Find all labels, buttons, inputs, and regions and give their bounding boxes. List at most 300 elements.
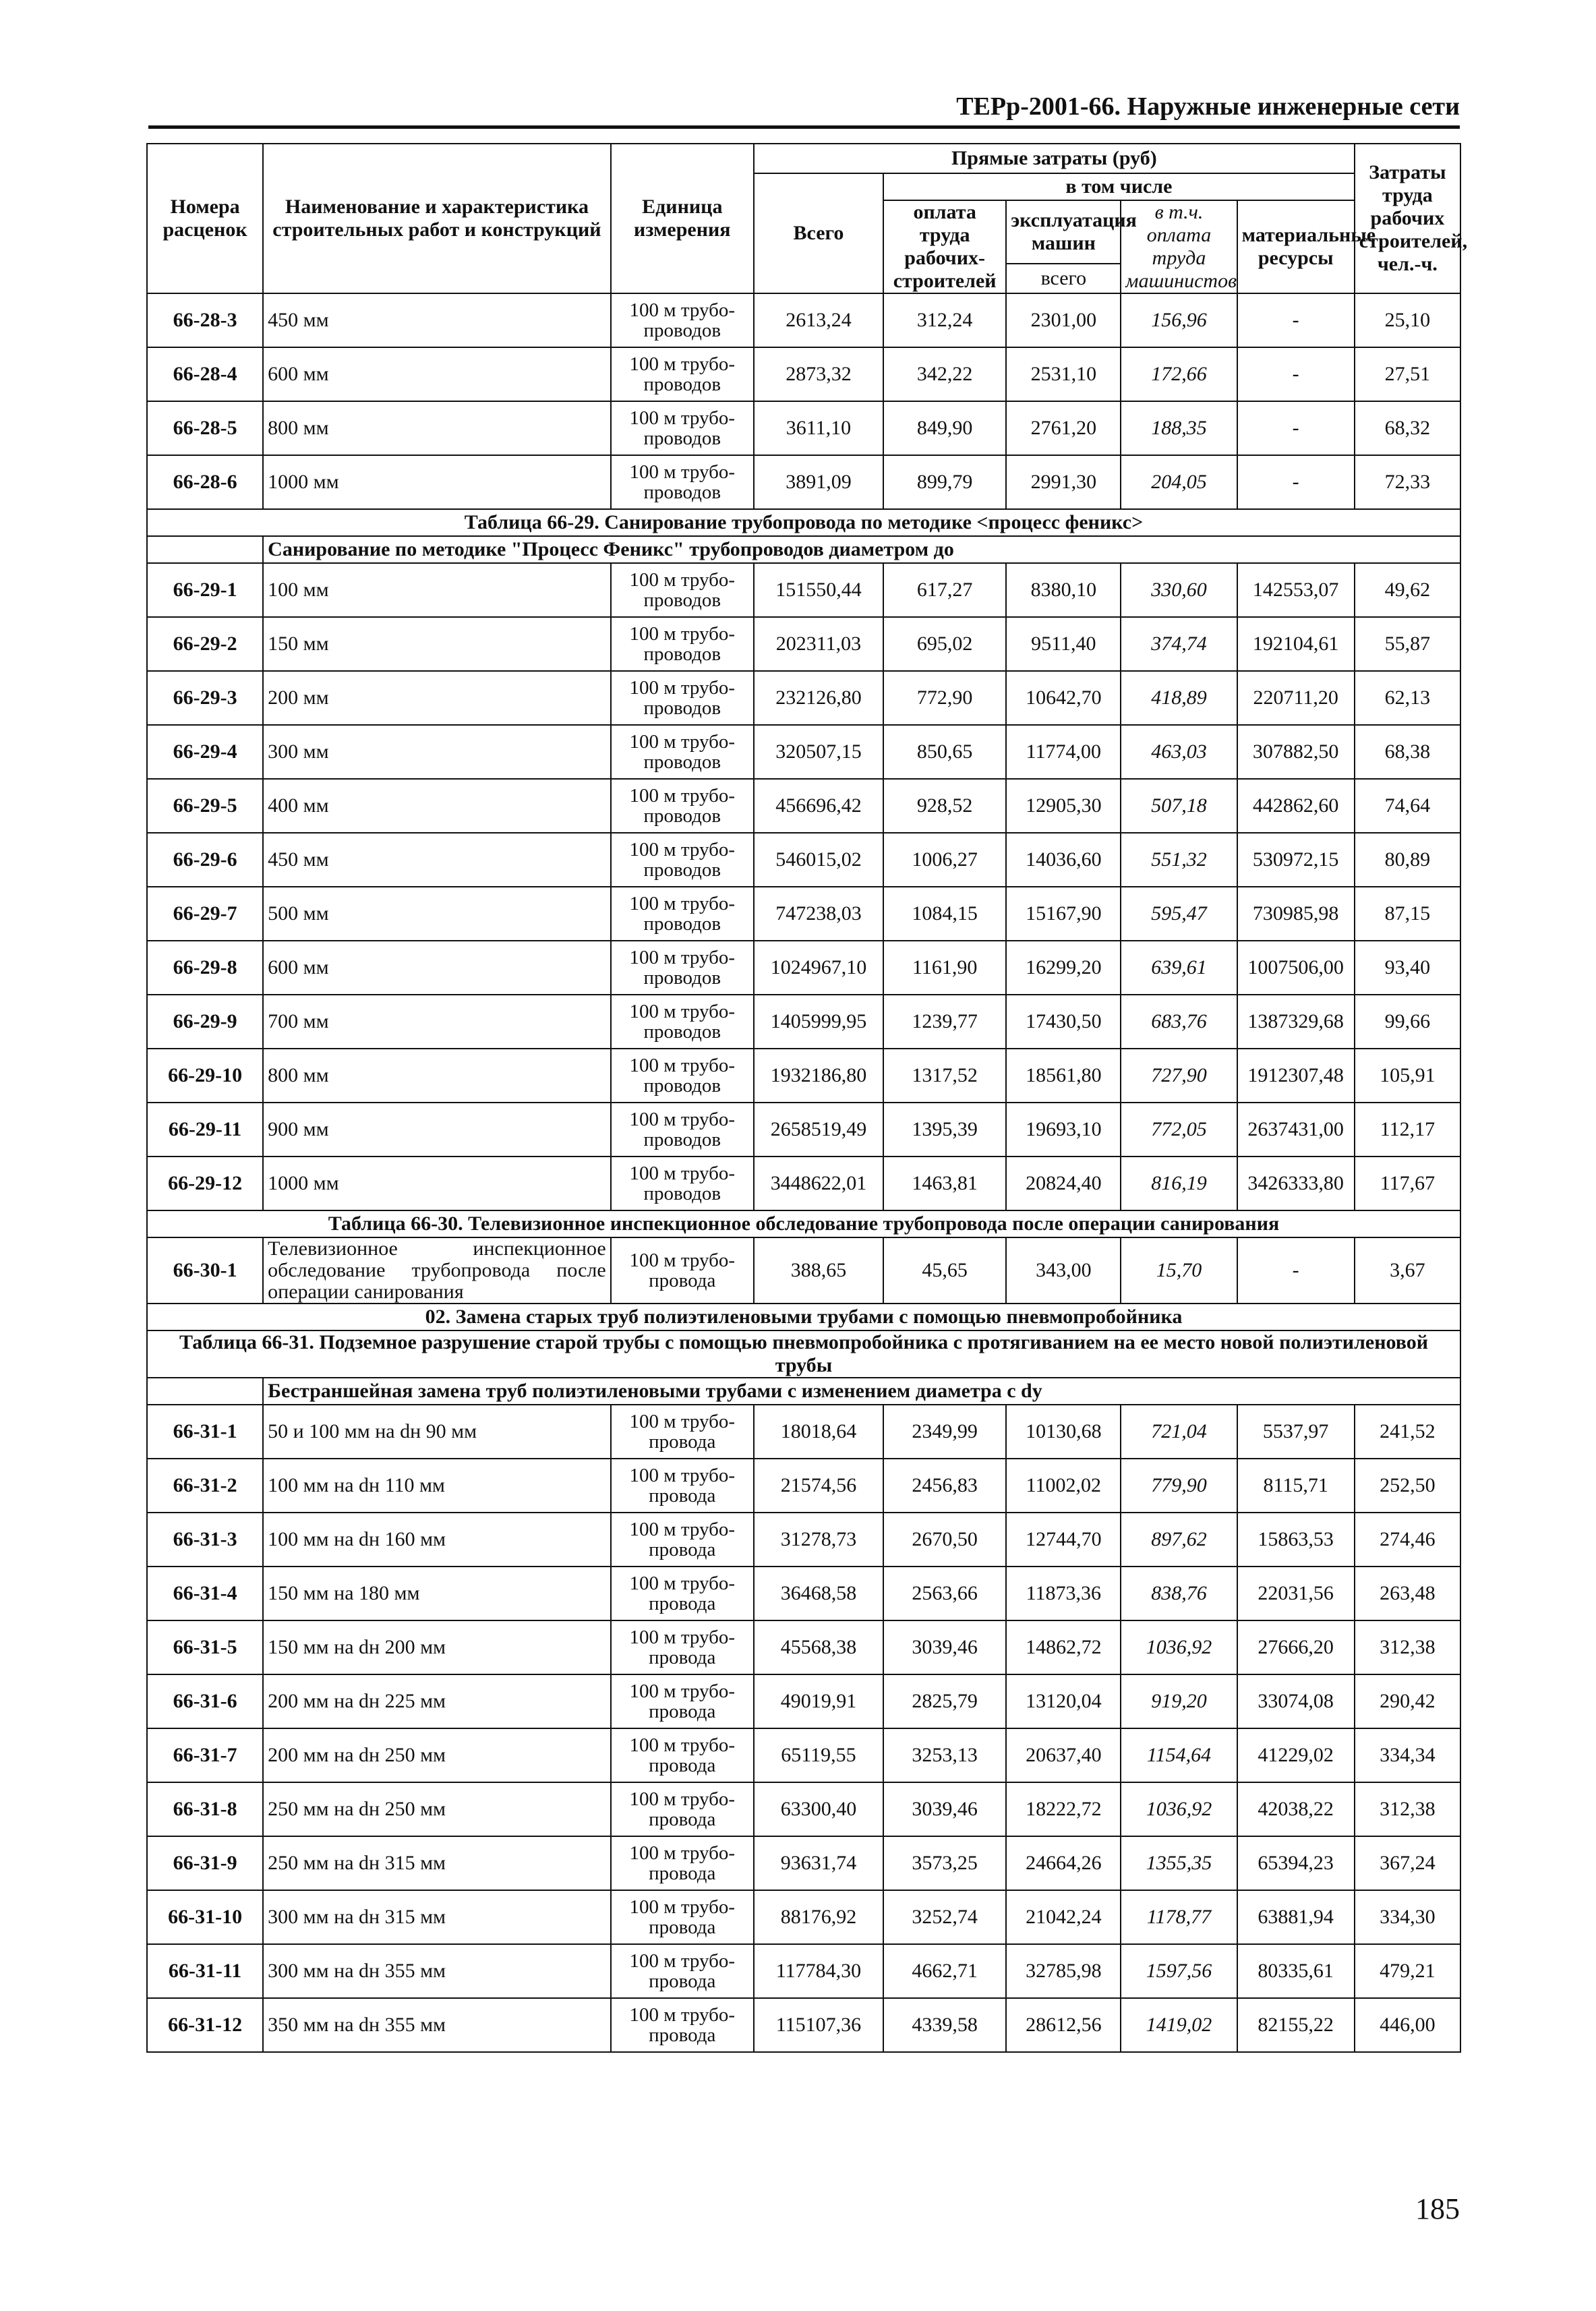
labor-hours-cell: 274,46 xyxy=(1355,1513,1460,1567)
labor-pay-cell: 695,02 xyxy=(883,617,1006,671)
machine-cost-cell: 9511,40 xyxy=(1006,617,1121,671)
labor-hours-cell: 68,38 xyxy=(1355,725,1460,779)
machinist-pay-cell: 156,96 xyxy=(1121,293,1237,347)
machine-cost-cell: 12905,30 xyxy=(1006,779,1121,833)
machinist-pay-cell: 595,47 xyxy=(1121,887,1237,941)
col-labor-pay-header: оплата труда рабочих-строителей xyxy=(883,200,1006,293)
work-name-cell: 500 мм xyxy=(263,887,611,941)
machine-cost-cell: 2761,20 xyxy=(1006,401,1121,455)
work-name-cell: 400 мм xyxy=(263,779,611,833)
machinist-pay-cell: 1036,92 xyxy=(1121,1782,1237,1836)
table-subtitle-row xyxy=(147,536,1460,563)
materials-cell: 142553,07 xyxy=(1237,563,1355,617)
machine-cost-cell: 15167,90 xyxy=(1006,887,1121,941)
rate-code-cell: 66-31-3 xyxy=(147,1513,263,1567)
total-cost-cell: 151550,44 xyxy=(754,563,883,617)
total-cost-cell: 320507,15 xyxy=(754,725,883,779)
materials-cell: 80335,61 xyxy=(1237,1944,1355,1998)
labor-pay-cell: 617,27 xyxy=(883,563,1006,617)
materials-cell: 5537,97 xyxy=(1237,1405,1355,1459)
col-including-header: в том числе xyxy=(883,173,1355,200)
machinist-pay-cell: 727,90 xyxy=(1121,1049,1237,1103)
rate-code-cell: 66-29-3 xyxy=(147,671,263,725)
table-row xyxy=(147,671,1460,725)
labor-hours-cell: 93,40 xyxy=(1355,941,1460,995)
col-machine-op-header: эксплуатация машин xyxy=(1006,200,1121,264)
machine-cost-cell: 24664,26 xyxy=(1006,1836,1121,1890)
labor-pay-cell: 1239,77 xyxy=(883,995,1006,1049)
labor-hours-cell: 87,15 xyxy=(1355,887,1460,941)
labor-pay-cell: 1395,39 xyxy=(883,1103,1006,1157)
col-labor-cost-header: Затраты труда рабочих строителей, чел.-ч. xyxy=(1355,144,1460,293)
labor-pay-cell: 45,65 xyxy=(883,1237,1006,1304)
labor-hours-cell: 112,17 xyxy=(1355,1103,1460,1157)
labor-pay-cell: 772,90 xyxy=(883,671,1006,725)
labor-pay-cell: 2456,83 xyxy=(883,1459,1006,1513)
unit-cell: 100 м трубо- провода xyxy=(611,1405,754,1459)
machinist-pay-cell: 418,89 xyxy=(1121,671,1237,725)
rate-code-cell: 66-29-8 xyxy=(147,941,263,995)
labor-pay-cell: 3253,13 xyxy=(883,1728,1006,1782)
work-name-cell: 150 мм xyxy=(263,617,611,671)
unit-cell: 100 м трубо- проводов xyxy=(611,563,754,617)
machinist-pay-cell: 463,03 xyxy=(1121,725,1237,779)
materials-cell: 22031,56 xyxy=(1237,1567,1355,1620)
work-name-cell: 450 мм xyxy=(263,293,611,347)
table-row xyxy=(147,1459,1460,1513)
machine-cost-cell: 19693,10 xyxy=(1006,1103,1121,1157)
unit-cell: 100 м трубо- проводов xyxy=(611,617,754,671)
unit-cell: 100 м трубо- проводов xyxy=(611,725,754,779)
total-cost-cell: 21574,56 xyxy=(754,1459,883,1513)
table-row xyxy=(147,1513,1460,1567)
labor-hours-cell: 25,10 xyxy=(1355,293,1460,347)
table-row xyxy=(147,1237,1460,1304)
table-row xyxy=(147,1049,1460,1103)
work-name-cell: 100 мм на dн 160 мм xyxy=(263,1513,611,1567)
labor-pay-cell: 3039,46 xyxy=(883,1782,1006,1836)
total-cost-cell: 2613,24 xyxy=(754,293,883,347)
total-cost-cell: 65119,55 xyxy=(754,1728,883,1782)
table-row xyxy=(147,617,1460,671)
total-cost-cell: 1024967,10 xyxy=(754,941,883,995)
table-row xyxy=(147,1620,1460,1674)
work-name-cell: 150 мм на 180 мм xyxy=(263,1567,611,1620)
machine-cost-cell: 21042,24 xyxy=(1006,1890,1121,1944)
materials-cell: 3426333,80 xyxy=(1237,1157,1355,1210)
machine-cost-cell: 13120,04 xyxy=(1006,1674,1121,1728)
rate-code-cell: 66-29-1 xyxy=(147,563,263,617)
total-cost-cell: 3891,09 xyxy=(754,455,883,509)
col-materials-header: материальные ресурсы xyxy=(1237,200,1355,293)
unit-cell: 100 м трубо- провода xyxy=(611,1998,754,2052)
table-title: Таблица 66-29. Санирование трубопровода по методике <процесс феникс> xyxy=(147,509,1460,536)
work-name-cell: 700 мм xyxy=(263,995,611,1049)
materials-cell: 33074,08 xyxy=(1237,1674,1355,1728)
machinist-pay-cell: 507,18 xyxy=(1121,779,1237,833)
machinist-pay-cell: 816,19 xyxy=(1121,1157,1237,1210)
materials-cell: 1912307,48 xyxy=(1237,1049,1355,1103)
unit-cell: 100 м трубо- провода xyxy=(611,1620,754,1674)
table-row xyxy=(147,1567,1460,1620)
col-machinist-pay-header: в т.ч. оплата труда машинистов xyxy=(1121,200,1237,293)
labor-pay-cell: 4339,58 xyxy=(883,1998,1006,2052)
table-subtitle: Бестраншейная замена труб полиэтиленовыми трубами с изменением диаметра с dу xyxy=(263,1378,1460,1405)
machine-cost-cell: 10642,70 xyxy=(1006,671,1121,725)
rate-code-cell: 66-29-10 xyxy=(147,1049,263,1103)
total-cost-cell: 388,65 xyxy=(754,1237,883,1304)
machinist-pay-cell: 15,70 xyxy=(1121,1237,1237,1304)
table-row xyxy=(147,1782,1460,1836)
machinist-pay-cell: 1154,64 xyxy=(1121,1728,1237,1782)
rate-code-cell: 66-31-6 xyxy=(147,1674,263,1728)
rate-code-cell: 66-29-11 xyxy=(147,1103,263,1157)
table-subtitle-row xyxy=(147,1378,1460,1405)
machinist-pay-cell: 779,90 xyxy=(1121,1459,1237,1513)
total-cost-cell: 2658519,49 xyxy=(754,1103,883,1157)
machinist-pay-cell: 721,04 xyxy=(1121,1405,1237,1459)
total-cost-cell: 117784,30 xyxy=(754,1944,883,1998)
table-row xyxy=(147,995,1460,1049)
materials-cell: 41229,02 xyxy=(1237,1728,1355,1782)
rate-code-cell: 66-30-1 xyxy=(147,1237,263,1304)
table-row xyxy=(147,1890,1460,1944)
labor-pay-cell: 1006,27 xyxy=(883,833,1006,887)
rate-code-cell: 66-31-5 xyxy=(147,1620,263,1674)
total-cost-cell: 747238,03 xyxy=(754,887,883,941)
machine-cost-cell: 20824,40 xyxy=(1006,1157,1121,1210)
page-number: 185 xyxy=(1415,2192,1460,2225)
labor-hours-cell: 241,52 xyxy=(1355,1405,1460,1459)
materials-cell: - xyxy=(1237,401,1355,455)
machinist-pay-cell: 1036,92 xyxy=(1121,1620,1237,1674)
materials-cell: - xyxy=(1237,347,1355,401)
labor-pay-cell: 312,24 xyxy=(883,293,1006,347)
table-title-row xyxy=(147,1210,1460,1237)
labor-hours-cell: 117,67 xyxy=(1355,1157,1460,1210)
work-name-cell: 350 мм на dн 355 мм xyxy=(263,1998,611,2052)
table-title-row xyxy=(147,509,1460,536)
labor-pay-cell: 2563,66 xyxy=(883,1567,1006,1620)
machine-cost-cell: 2991,30 xyxy=(1006,455,1121,509)
total-cost-cell: 546015,02 xyxy=(754,833,883,887)
machinist-pay-cell: 188,35 xyxy=(1121,401,1237,455)
labor-hours-cell: 55,87 xyxy=(1355,617,1460,671)
subtitle-empty-cell xyxy=(147,1378,263,1405)
machinist-pay-cell: 897,62 xyxy=(1121,1513,1237,1567)
labor-pay-cell: 1463,81 xyxy=(883,1157,1006,1210)
table-title: Таблица 66-30. Телевизионное инспекционное обследование трубопровода после операции санирования xyxy=(147,1210,1460,1237)
machine-cost-cell: 14862,72 xyxy=(1006,1620,1121,1674)
work-name-cell: 50 и 100 мм на dн 90 мм xyxy=(263,1405,611,1459)
materials-cell: 27666,20 xyxy=(1237,1620,1355,1674)
machine-cost-cell: 11774,00 xyxy=(1006,725,1121,779)
table-title: Таблица 66-31. Подземное разрушение старой трубы с помощью пневмопробойника с протягиванием на ее место новой полиэтиленовой трубы xyxy=(147,1330,1460,1378)
unit-cell: 100 м трубо- провода xyxy=(611,1459,754,1513)
labor-hours-cell: 252,50 xyxy=(1355,1459,1460,1513)
unit-cell: 100 м трубо- проводов xyxy=(611,833,754,887)
machine-cost-cell: 14036,60 xyxy=(1006,833,1121,887)
labor-hours-cell: 99,66 xyxy=(1355,995,1460,1049)
total-cost-cell: 202311,03 xyxy=(754,617,883,671)
labor-pay-cell: 3039,46 xyxy=(883,1620,1006,1674)
machine-cost-cell: 32785,98 xyxy=(1006,1944,1121,1998)
unit-cell: 100 м трубо- провода xyxy=(611,1674,754,1728)
work-name-cell: 600 мм xyxy=(263,347,611,401)
rate-code-cell: 66-31-8 xyxy=(147,1782,263,1836)
work-name-cell: 300 мм xyxy=(263,725,611,779)
labor-pay-cell: 3573,25 xyxy=(883,1836,1006,1890)
materials-cell: 442862,60 xyxy=(1237,779,1355,833)
materials-cell: 1387329,68 xyxy=(1237,995,1355,1049)
col-direct-header: Прямые затраты (руб) xyxy=(754,144,1355,173)
labor-pay-cell: 2825,79 xyxy=(883,1674,1006,1728)
table-row xyxy=(147,347,1460,401)
labor-pay-cell: 2349,99 xyxy=(883,1405,1006,1459)
unit-cell: 100 м трубо- провода xyxy=(611,1728,754,1782)
labor-hours-cell: 80,89 xyxy=(1355,833,1460,887)
total-cost-cell: 18018,64 xyxy=(754,1405,883,1459)
machinist-pay-cell: 639,61 xyxy=(1121,941,1237,995)
machinist-pay-cell: 330,60 xyxy=(1121,563,1237,617)
machine-cost-cell: 12744,70 xyxy=(1006,1513,1121,1567)
machinist-pay-cell: 1597,56 xyxy=(1121,1944,1237,1998)
labor-hours-cell: 72,33 xyxy=(1355,455,1460,509)
labor-hours-cell: 312,38 xyxy=(1355,1782,1460,1836)
total-cost-cell: 1405999,95 xyxy=(754,995,883,1049)
unit-cell: 100 м трубо- проводов xyxy=(611,941,754,995)
table-row xyxy=(147,1405,1460,1459)
unit-cell: 100 м трубо- провода xyxy=(611,1513,754,1567)
work-name-cell: 200 мм xyxy=(263,671,611,725)
work-name-cell: 250 мм на dн 315 мм xyxy=(263,1836,611,1890)
table-title-row xyxy=(147,1330,1460,1378)
unit-cell: 100 м трубо- проводов xyxy=(611,995,754,1049)
rate-code-cell: 66-28-5 xyxy=(147,401,263,455)
materials-cell: 530972,15 xyxy=(1237,833,1355,887)
rate-code-cell: 66-31-4 xyxy=(147,1567,263,1620)
labor-hours-cell: 334,30 xyxy=(1355,1890,1460,1944)
rate-code-cell: 66-29-9 xyxy=(147,995,263,1049)
table-row xyxy=(147,1998,1460,2052)
machinist-pay-cell: 1355,35 xyxy=(1121,1836,1237,1890)
machine-cost-cell: 17430,50 xyxy=(1006,995,1121,1049)
materials-cell: 220711,20 xyxy=(1237,671,1355,725)
work-name-cell: 300 мм на dн 315 мм xyxy=(263,1890,611,1944)
col-unit-header: Единица измерения xyxy=(611,144,754,293)
unit-cell: 100 м трубо- провода xyxy=(611,1782,754,1836)
machinist-pay-cell: 919,20 xyxy=(1121,1674,1237,1728)
total-cost-cell: 88176,92 xyxy=(754,1890,883,1944)
machine-cost-cell: 16299,20 xyxy=(1006,941,1121,995)
unit-cell: 100 м трубо- провода xyxy=(611,1567,754,1620)
subtitle-empty-cell xyxy=(147,536,263,563)
machine-cost-cell: 2301,00 xyxy=(1006,293,1121,347)
total-cost-cell: 456696,42 xyxy=(754,779,883,833)
labor-hours-cell: 62,13 xyxy=(1355,671,1460,725)
table-body xyxy=(147,293,1460,2052)
work-name-cell: 150 мм на dн 200 мм xyxy=(263,1620,611,1674)
total-cost-cell: 3611,10 xyxy=(754,401,883,455)
rate-code-cell: 66-28-3 xyxy=(147,293,263,347)
unit-cell: 100 м трубо- проводов xyxy=(611,347,754,401)
table-title-row xyxy=(147,1304,1460,1330)
work-name-cell: 800 мм xyxy=(263,401,611,455)
unit-cell: 100 м трубо- провода xyxy=(611,1890,754,1944)
machine-cost-cell: 18561,80 xyxy=(1006,1049,1121,1103)
rate-code-cell: 66-28-6 xyxy=(147,455,263,509)
materials-cell: - xyxy=(1237,293,1355,347)
machine-cost-cell: 18222,72 xyxy=(1006,1782,1121,1836)
table-row xyxy=(147,1728,1460,1782)
labor-pay-cell: 342,22 xyxy=(883,347,1006,401)
materials-cell: - xyxy=(1237,455,1355,509)
labor-pay-cell: 1317,52 xyxy=(883,1049,1006,1103)
labor-pay-cell: 2670,50 xyxy=(883,1513,1006,1567)
machinist-pay-cell: 204,05 xyxy=(1121,455,1237,509)
labor-hours-cell: 49,62 xyxy=(1355,563,1460,617)
rate-code-cell: 66-29-7 xyxy=(147,887,263,941)
table-row xyxy=(147,941,1460,995)
machinist-pay-cell: 551,32 xyxy=(1121,833,1237,887)
work-name-cell: 450 мм xyxy=(263,833,611,887)
total-cost-cell: 36468,58 xyxy=(754,1567,883,1620)
col-code-header: Номера расценок xyxy=(147,144,263,293)
machine-cost-cell: 343,00 xyxy=(1006,1237,1121,1304)
rate-code-cell: 66-31-1 xyxy=(147,1405,263,1459)
labor-hours-cell: 3,67 xyxy=(1355,1237,1460,1304)
labor-hours-cell: 27,51 xyxy=(1355,347,1460,401)
labor-hours-cell: 290,42 xyxy=(1355,1674,1460,1728)
rate-code-cell: 66-29-2 xyxy=(147,617,263,671)
table-row xyxy=(147,833,1460,887)
labor-hours-cell: 68,32 xyxy=(1355,401,1460,455)
materials-cell: 1007506,00 xyxy=(1237,941,1355,995)
machine-cost-cell: 28612,56 xyxy=(1006,1998,1121,2052)
rate-code-cell: 66-29-4 xyxy=(147,725,263,779)
rate-code-cell: 66-31-9 xyxy=(147,1836,263,1890)
unit-cell: 100 м трубо- проводов xyxy=(611,671,754,725)
work-name-cell: 100 мм xyxy=(263,563,611,617)
unit-cell: 100 м трубо- проводов xyxy=(611,887,754,941)
rate-code-cell: 66-29-6 xyxy=(147,833,263,887)
work-name-cell: Телевизионное инспекционное обследование трубопровода после операции санирования xyxy=(263,1237,611,1304)
materials-cell: 15863,53 xyxy=(1237,1513,1355,1567)
labor-pay-cell: 899,79 xyxy=(883,455,1006,509)
machinist-pay-cell: 1419,02 xyxy=(1121,1998,1237,2052)
table-row xyxy=(147,1836,1460,1890)
labor-hours-cell: 105,91 xyxy=(1355,1049,1460,1103)
table-row xyxy=(147,1103,1460,1157)
col-name-header: Наименование и характеристика строительных работ и конструкций xyxy=(263,144,611,293)
total-cost-cell: 45568,38 xyxy=(754,1620,883,1674)
materials-cell: 2637431,00 xyxy=(1237,1103,1355,1157)
rate-code-cell: 66-31-2 xyxy=(147,1459,263,1513)
work-name-cell: 1000 мм xyxy=(263,1157,611,1210)
labor-pay-cell: 849,90 xyxy=(883,401,1006,455)
work-name-cell: 300 мм на dн 355 мм xyxy=(263,1944,611,1998)
table-row xyxy=(147,725,1460,779)
total-cost-cell: 49019,91 xyxy=(754,1674,883,1728)
materials-cell: 82155,22 xyxy=(1237,1998,1355,2052)
unit-cell: 100 м трубо- провода xyxy=(611,1836,754,1890)
total-cost-cell: 93631,74 xyxy=(754,1836,883,1890)
labor-pay-cell: 3252,74 xyxy=(883,1890,1006,1944)
labor-hours-cell: 263,48 xyxy=(1355,1567,1460,1620)
unit-cell: 100 м трубо- провода xyxy=(611,1237,754,1304)
table-row xyxy=(147,401,1460,455)
labor-hours-cell: 479,21 xyxy=(1355,1944,1460,1998)
labor-hours-cell: 367,24 xyxy=(1355,1836,1460,1890)
labor-hours-cell: 334,34 xyxy=(1355,1728,1460,1782)
materials-cell: 63881,94 xyxy=(1237,1890,1355,1944)
machine-cost-cell: 20637,40 xyxy=(1006,1728,1121,1782)
materials-cell: 730985,98 xyxy=(1237,887,1355,941)
labor-pay-cell: 4662,71 xyxy=(883,1944,1006,1998)
work-name-cell: 250 мм на dн 250 мм xyxy=(263,1782,611,1836)
running-header: ТЕРр-2001-66. Наружные инженерные сети xyxy=(148,88,1460,129)
machinist-pay-cell: 172,66 xyxy=(1121,347,1237,401)
total-cost-cell: 232126,80 xyxy=(754,671,883,725)
col-total-header: Всего xyxy=(754,173,883,293)
table-row xyxy=(147,887,1460,941)
materials-cell: 65394,23 xyxy=(1237,1836,1355,1890)
unit-cell: 100 м трубо- проводов xyxy=(611,779,754,833)
work-name-cell: 200 мм на dн 250 мм xyxy=(263,1728,611,1782)
table-row xyxy=(147,563,1460,617)
total-cost-cell: 115107,36 xyxy=(754,1998,883,2052)
machinist-pay-cell: 838,76 xyxy=(1121,1567,1237,1620)
table-row xyxy=(147,455,1460,509)
labor-pay-cell: 850,65 xyxy=(883,725,1006,779)
machine-cost-cell: 8380,10 xyxy=(1006,563,1121,617)
materials-cell: - xyxy=(1237,1237,1355,1304)
work-name-cell: 200 мм на dн 225 мм xyxy=(263,1674,611,1728)
unit-cell: 100 м трубо- проводов xyxy=(611,1049,754,1103)
col-machine-total-header: всего xyxy=(1006,264,1121,293)
unit-cell: 100 м трубо- проводов xyxy=(611,1103,754,1157)
unit-cell: 100 м трубо- проводов xyxy=(611,455,754,509)
work-name-cell: 800 мм xyxy=(263,1049,611,1103)
rate-code-cell: 66-29-5 xyxy=(147,779,263,833)
machine-cost-cell: 11002,02 xyxy=(1006,1459,1121,1513)
total-cost-cell: 2873,32 xyxy=(754,347,883,401)
rate-code-cell: 66-28-4 xyxy=(147,347,263,401)
unit-cell: 100 м трубо- проводов xyxy=(611,1157,754,1210)
labor-pay-cell: 928,52 xyxy=(883,779,1006,833)
materials-cell: 192104,61 xyxy=(1237,617,1355,671)
work-name-cell: 100 мм на dн 110 мм xyxy=(263,1459,611,1513)
machinist-pay-cell: 683,76 xyxy=(1121,995,1237,1049)
materials-cell: 8115,71 xyxy=(1237,1459,1355,1513)
labor-hours-cell: 312,38 xyxy=(1355,1620,1460,1674)
labor-pay-cell: 1161,90 xyxy=(883,941,1006,995)
machine-cost-cell: 11873,36 xyxy=(1006,1567,1121,1620)
materials-cell: 307882,50 xyxy=(1237,725,1355,779)
materials-cell: 42038,22 xyxy=(1237,1782,1355,1836)
rate-code-cell: 66-31-12 xyxy=(147,1998,263,2052)
table-row xyxy=(147,293,1460,347)
work-name-cell: 1000 мм xyxy=(263,455,611,509)
table-row xyxy=(147,779,1460,833)
table-header xyxy=(147,144,1468,293)
table-row xyxy=(147,1944,1460,1998)
rate-code-cell: 66-29-12 xyxy=(147,1157,263,1210)
total-cost-cell: 31278,73 xyxy=(754,1513,883,1567)
total-cost-cell: 63300,40 xyxy=(754,1782,883,1836)
work-name-cell: 600 мм xyxy=(263,941,611,995)
table-row xyxy=(147,1157,1460,1210)
